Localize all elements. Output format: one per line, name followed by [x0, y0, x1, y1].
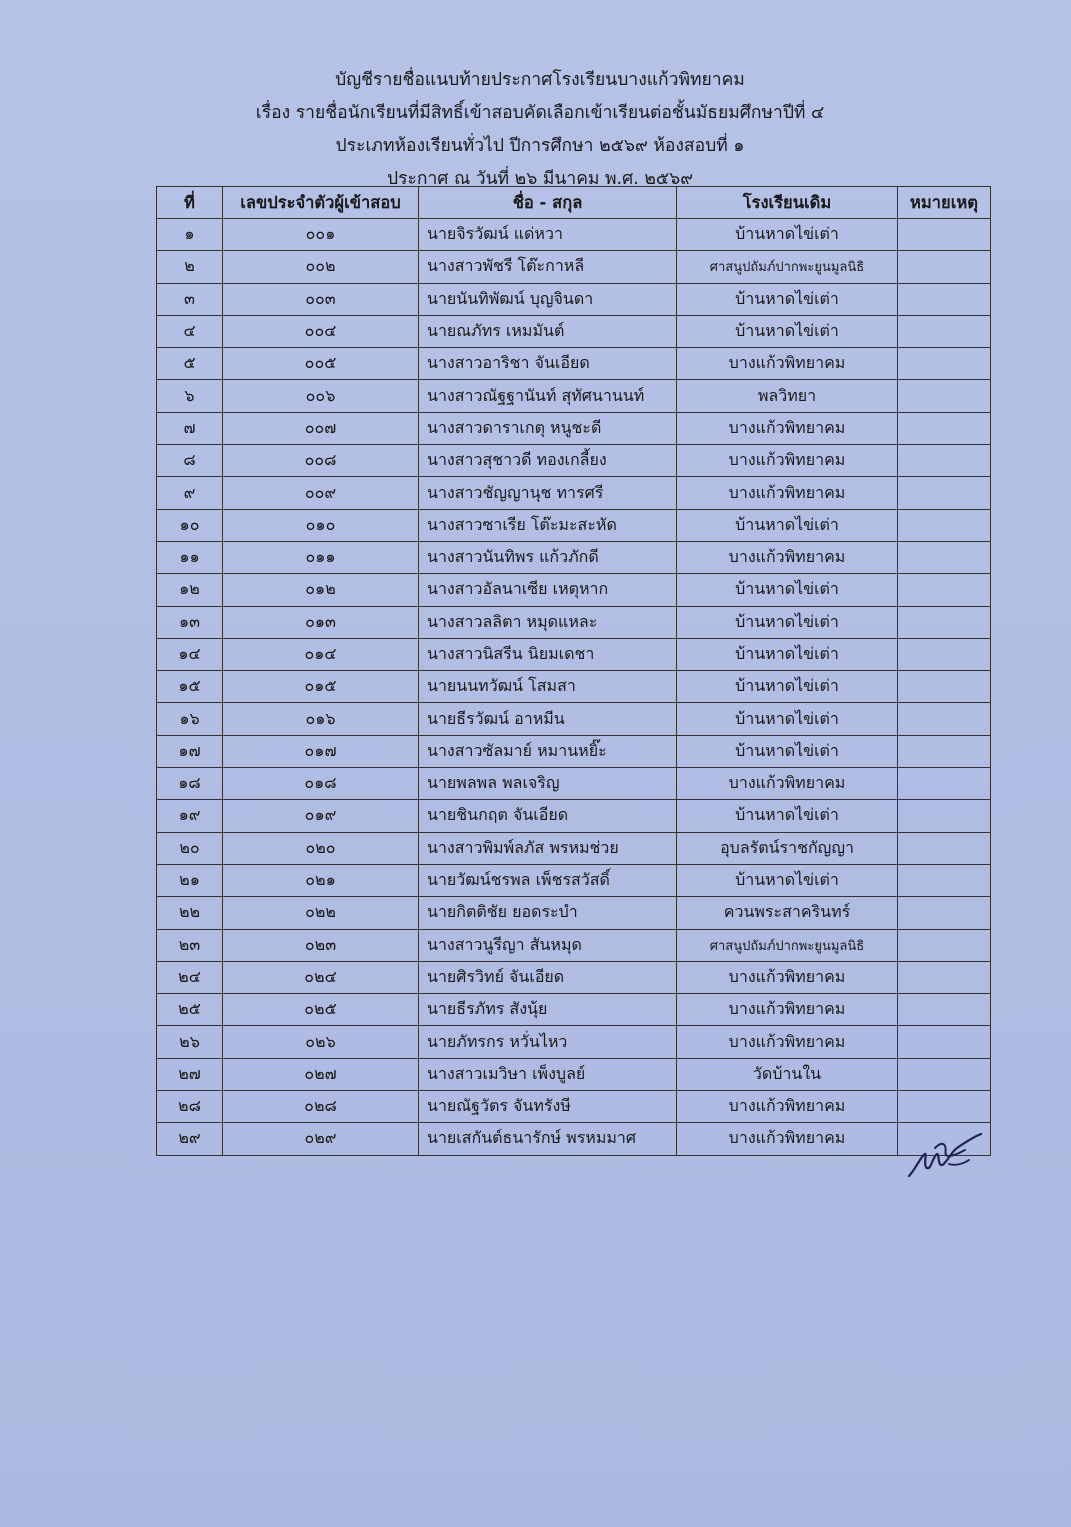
cell-remark — [898, 638, 991, 670]
table-row — [157, 509, 991, 541]
table-row — [157, 703, 991, 735]
cell-name: นางสาวซาเรีย โต๊ะมะสะหัด — [419, 509, 677, 541]
cell-remark — [898, 283, 991, 315]
cell-no: ๑๐ — [157, 509, 223, 541]
cell-school: บ้านหาดไข่เต่า — [677, 800, 898, 832]
header-line-date: ประกาศ ณ วันที่ ๒๖ มีนาคม พ.ศ. ๒๕๖๙ — [386, 169, 694, 189]
cell-exam-id: ๐๐๙ — [223, 477, 419, 509]
cell-exam-id: ๐๒๔ — [223, 961, 419, 993]
table-row — [157, 251, 991, 283]
cell-remark — [898, 929, 991, 961]
cell-name: นางสาวณัฐฐานันท์ สุทัศนานนท์ — [419, 380, 677, 412]
cell-school: บางแก้วพิทยาคม — [677, 445, 898, 477]
cell-remark — [898, 768, 991, 800]
table-row — [157, 445, 991, 477]
cell-school: บ้านหาดไข่เต่า — [677, 703, 898, 735]
cell-no: ๑๒ — [157, 574, 223, 606]
cell-exam-id: ๐๐๒ — [223, 251, 419, 283]
table-row — [157, 219, 991, 251]
cell-remark — [898, 897, 991, 929]
cell-exam-id: ๐๒๘ — [223, 1091, 419, 1123]
cell-school: บางแก้วพิทยาคม — [677, 412, 898, 444]
cell-no: ๑๕ — [157, 671, 223, 703]
cell-no: ๕ — [157, 348, 223, 380]
table-row — [157, 994, 991, 1026]
cell-school: บ้านหาดไข่เต่า — [677, 219, 898, 251]
table-body — [157, 219, 991, 1156]
table-row — [157, 606, 991, 638]
cell-exam-id: ๐๒๖ — [223, 1026, 419, 1058]
cell-name: นางสาวนูรีญา สันหมุด — [419, 929, 677, 961]
table-row — [157, 735, 991, 767]
cell-no: ๒๕ — [157, 994, 223, 1026]
cell-school: ศาสนูปถัมภ์ปากพะยูนมูลนิธิ — [677, 251, 898, 283]
cell-no: ๖ — [157, 380, 223, 412]
cell-exam-id: ๐๒๑ — [223, 864, 419, 896]
cell-no: ๓ — [157, 283, 223, 315]
cell-name: นายจิรวัฒน์ แด่หวา — [419, 219, 677, 251]
cell-name: นายชินกฤต จันเอียด — [419, 800, 677, 832]
cell-remark — [898, 961, 991, 993]
cell-name: นางสาวพิมพ์ลภัส พรหมช่วย — [419, 832, 677, 864]
cell-name: นายศิรวิทย์ จันเอียด — [419, 961, 677, 993]
cell-no: ๒๒ — [157, 897, 223, 929]
cell-no: ๑๘ — [157, 768, 223, 800]
cell-no: ๒๐ — [157, 832, 223, 864]
cell-school: บ้านหาดไข่เต่า — [677, 864, 898, 896]
cell-school: บ้านหาดไข่เต่า — [677, 671, 898, 703]
cell-name: นายพลพล พลเจริญ — [419, 768, 677, 800]
cell-exam-id: ๐๑๔ — [223, 638, 419, 670]
column-header-remark: หมายเหตุ — [898, 187, 991, 219]
table-row — [157, 961, 991, 993]
cell-exam-id: ๐๑๕ — [223, 671, 419, 703]
cell-exam-id: ๐๒๕ — [223, 994, 419, 1026]
cell-remark — [898, 315, 991, 347]
cell-no: ๑๓ — [157, 606, 223, 638]
column-header-exam-id: เลขประจำตัวผู้เข้าสอบ — [223, 187, 419, 219]
cell-remark — [898, 412, 991, 444]
cell-name: นางสาวนิสรีน นิยมเดชา — [419, 638, 677, 670]
cell-exam-id: ๐๑๒ — [223, 574, 419, 606]
cell-remark — [898, 348, 991, 380]
cell-remark — [898, 994, 991, 1026]
cell-remark — [898, 1026, 991, 1058]
column-header-school: โรงเรียนเดิม — [677, 187, 898, 219]
cell-remark — [898, 1058, 991, 1090]
table-row — [157, 315, 991, 347]
table-row — [157, 1091, 991, 1123]
cell-no: ๒๖ — [157, 1026, 223, 1058]
table-row — [157, 1026, 991, 1058]
cell-name: นางสาวดาราเกตุ หนูชะดี — [419, 412, 677, 444]
cell-school: บ้านหาดไข่เต่า — [677, 606, 898, 638]
cell-name: นายธีรวัฒน์ อาหมีน — [419, 703, 677, 735]
cell-no: ๒๗ — [157, 1058, 223, 1090]
cell-school: บางแก้วพิทยาคม — [677, 541, 898, 573]
cell-school: บางแก้วพิทยาคม — [677, 1026, 898, 1058]
cell-remark — [898, 800, 991, 832]
table-row — [157, 671, 991, 703]
table-row — [157, 800, 991, 832]
cell-no: ๗ — [157, 412, 223, 444]
cell-remark — [898, 509, 991, 541]
cell-remark — [898, 703, 991, 735]
cell-school: บางแก้วพิทยาคม — [677, 477, 898, 509]
cell-exam-id: ๐๐๘ — [223, 445, 419, 477]
table-row — [157, 1058, 991, 1090]
cell-no: ๒๘ — [157, 1091, 223, 1123]
table-row — [157, 1123, 991, 1155]
cell-exam-id: ๐๒๙ — [223, 1123, 419, 1155]
cell-remark — [898, 735, 991, 767]
table-row — [157, 412, 991, 444]
cell-remark — [898, 445, 991, 477]
cell-exam-id: ๐๐๓ — [223, 283, 419, 315]
cell-school: ศาสนูปถัมภ์ปากพะยูนมูลนิธิ — [677, 929, 898, 961]
column-header-name: ชื่อ - สกุล — [419, 187, 677, 219]
cell-name: นายนันทิพัฒน์ บุญจินดา — [419, 283, 677, 315]
table-row — [157, 897, 991, 929]
header-line-type: ประเภทห้องเรียนทั่วไป ปีการศึกษา ๒๕๖๙ ห้องสอบที่ ๑ — [335, 136, 745, 156]
cell-remark — [898, 251, 991, 283]
cell-remark — [898, 1091, 991, 1123]
table-row — [157, 832, 991, 864]
cell-school: บ้านหาดไข่เต่า — [677, 735, 898, 767]
cell-no: ๒๙ — [157, 1123, 223, 1155]
cell-school: บ้านหาดไข่เต่า — [677, 574, 898, 606]
table-row — [157, 541, 991, 573]
cell-name: นางสาวชัญญานุช ทารศรี — [419, 477, 677, 509]
cell-name: นายเสกันต์ธนารักษ์ พรหมมาศ — [419, 1123, 677, 1155]
cell-school: บางแก้วพิทยาคม — [677, 961, 898, 993]
cell-school: พลวิทยา — [677, 380, 898, 412]
cell-no: ๒๑ — [157, 864, 223, 896]
cell-no: ๒ — [157, 251, 223, 283]
cell-name: นางสาวซัลมาย์ หมานหยิ๊ะ — [419, 735, 677, 767]
table-row — [157, 477, 991, 509]
header-line-title: บัญชีรายชื่อแนบท้ายประกาศโรงเรียนบางแก้วพิทยาคม — [335, 70, 745, 90]
table-row — [157, 929, 991, 961]
cell-exam-id: ๐๑๖ — [223, 703, 419, 735]
cell-school: บางแก้วพิทยาคม — [677, 1123, 898, 1155]
cell-remark — [898, 380, 991, 412]
table-row — [157, 348, 991, 380]
header-line-subject: เรื่อง รายชื่อนักเรียนที่มีสิทธิ์เข้าสอบคัดเลือกเข้าเรียนต่อชั้นมัธยมศึกษาปีที่ ๔ — [255, 103, 825, 123]
table-row — [157, 768, 991, 800]
cell-remark — [898, 606, 991, 638]
cell-no: ๑๗ — [157, 735, 223, 767]
table-row — [157, 864, 991, 896]
cell-school: บ้านหาดไข่เต่า — [677, 509, 898, 541]
cell-name: นายนนทวัฒน์ โสมสา — [419, 671, 677, 703]
cell-school: บ้านหาดไข่เต่า — [677, 638, 898, 670]
cell-remark — [898, 541, 991, 573]
cell-school: บางแก้วพิทยาคม — [677, 768, 898, 800]
cell-school: บ้านหาดไข่เต่า — [677, 315, 898, 347]
cell-name: นางสาวพัชรี โต๊ะกาหลี — [419, 251, 677, 283]
table-row — [157, 574, 991, 606]
cell-no: ๘ — [157, 445, 223, 477]
cell-no: ๑๙ — [157, 800, 223, 832]
cell-no: ๙ — [157, 477, 223, 509]
cell-name: นายณัฐวัตร จันทรังษี — [419, 1091, 677, 1123]
document-header — [150, 64, 930, 196]
cell-no: ๑๑ — [157, 541, 223, 573]
cell-exam-id: ๐๐๖ — [223, 380, 419, 412]
table-row — [157, 283, 991, 315]
cell-school: วัดบ้านใน — [677, 1058, 898, 1090]
cell-school: บางแก้วพิทยาคม — [677, 994, 898, 1026]
cell-school: ควนพระสาครินทร์ — [677, 897, 898, 929]
cell-exam-id: ๐๐๕ — [223, 348, 419, 380]
cell-name: นายธีรภัทร สังนุ้ย — [419, 994, 677, 1026]
cell-no: ๒๔ — [157, 961, 223, 993]
cell-name: นางสาวนันทิพร แก้วภักดี — [419, 541, 677, 573]
cell-exam-id: ๐๐๗ — [223, 412, 419, 444]
cell-school: บางแก้วพิทยาคม — [677, 1091, 898, 1123]
cell-school: บางแก้วพิทยาคม — [677, 348, 898, 380]
cell-exam-id: ๐๐๔ — [223, 315, 419, 347]
cell-exam-id: ๐๑๑ — [223, 541, 419, 573]
cell-school: บ้านหาดไข่เต่า — [677, 283, 898, 315]
signature — [905, 1126, 985, 1182]
cell-remark — [898, 832, 991, 864]
cell-name: นางสาวอัลนาเซีย เหตุหาก — [419, 574, 677, 606]
cell-no: ๑๔ — [157, 638, 223, 670]
cell-name: นายวัฒน์ชรพล เพ็ชรสวัสดิ์ — [419, 864, 677, 896]
cell-name: นายณภัทร เหมมันต์ — [419, 315, 677, 347]
cell-name: นางสาวลลิตา หมุดแหละ — [419, 606, 677, 638]
cell-exam-id: ๐๑๐ — [223, 509, 419, 541]
table-row — [157, 380, 991, 412]
cell-remark — [898, 864, 991, 896]
student-roster-table — [156, 186, 991, 1156]
cell-school: อุบลรัตน์ราชกัญญา — [677, 832, 898, 864]
cell-no: ๔ — [157, 315, 223, 347]
cell-exam-id: ๐๑๘ — [223, 768, 419, 800]
cell-exam-id: ๐๒๐ — [223, 832, 419, 864]
cell-exam-id: ๐๑๗ — [223, 735, 419, 767]
table-row — [157, 638, 991, 670]
cell-name: นางสาวอาริชา จันเอียด — [419, 348, 677, 380]
cell-remark — [898, 671, 991, 703]
cell-remark — [898, 477, 991, 509]
column-header-no: ที่ — [157, 187, 223, 219]
cell-no: ๑๖ — [157, 703, 223, 735]
cell-exam-id: ๐๒๒ — [223, 897, 419, 929]
cell-remark — [898, 219, 991, 251]
cell-name: นายภัทรกร หวั่นไหว — [419, 1026, 677, 1058]
cell-exam-id: ๐๒๗ — [223, 1058, 419, 1090]
cell-exam-id: ๐๑๙ — [223, 800, 419, 832]
cell-name: นางสาวสุชาวดี ทองเกลี้ยง — [419, 445, 677, 477]
cell-no: ๒๓ — [157, 929, 223, 961]
cell-name: นางสาวเมวิษา เพ็งบูลย์ — [419, 1058, 677, 1090]
cell-exam-id: ๐๒๓ — [223, 929, 419, 961]
cell-exam-id: ๐๑๓ — [223, 606, 419, 638]
cell-name: นายกิตติชัย ยอดระบำ — [419, 897, 677, 929]
cell-no: ๑ — [157, 219, 223, 251]
table-header-row — [157, 187, 991, 219]
cell-remark — [898, 574, 991, 606]
cell-exam-id: ๐๐๑ — [223, 219, 419, 251]
